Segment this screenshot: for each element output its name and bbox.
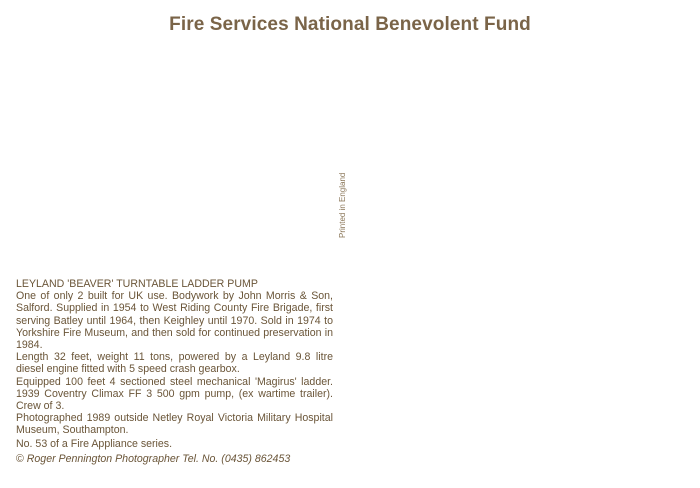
- caption-paragraph-photo: Photographed 1989 outside Netley Royal Victoria Military Hospital Museum, Southampton.: [16, 412, 333, 437]
- caption-paragraph-specs: Length 32 feet, weight 11 tons, powered by a Leyland 9.8 litre diesel engine fitted with 5 speed crash gearbox.: [16, 351, 333, 376]
- printed-in-england-note: [336, 160, 350, 238]
- caption-copyright: [16, 453, 333, 465]
- caption-heading: LEYLAND 'BEAVER' TURNTABLE LADDER PUMP: [16, 278, 258, 290]
- caption-series: No. 53 of a Fire Appliance series.: [16, 437, 173, 450]
- card-title: Fire Services National Benevolent Fund: [169, 14, 531, 35]
- copyright-text: Roger Pennington Photographer Tel. No. (0435) 862453: [26, 452, 291, 465]
- caption-paragraph-equipment: Equipped 100 feet 4 sectioned steel mechanical 'Magirus' ladder. 1939 Coventry Climax FF 3 500 gpm pump, (ex wartime trailer). Crew of 3.: [16, 375, 333, 413]
- caption-paragraph-history: One of only 2 built for UK use. Bodywork by John Morris & Son, Salford. Supplied in 1954 to West Riding County Fire Brigade, first serving Batley until 1964, then Keighley until 1970. Sold in 1974 to Yorkshire Fire Museum, and then sold for continued preservation in 1984.: [16, 290, 333, 352]
- copyright-mark: ©: [16, 452, 24, 465]
- caption-block: [16, 278, 333, 465]
- printed-note-text: Printed in England: [338, 172, 347, 238]
